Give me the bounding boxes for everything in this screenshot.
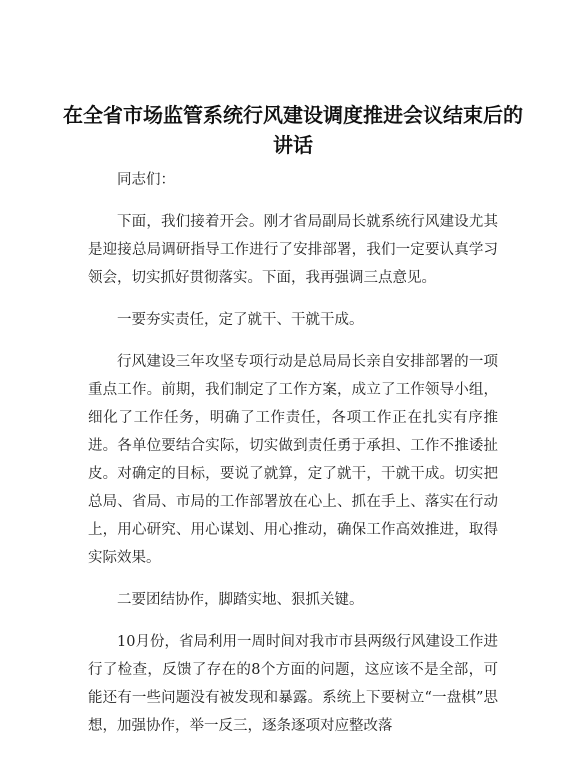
paragraph-point-one: 行风建设三年攻坚专项行动是总局局长亲自安排部署的一项重点工作。前期，我们制定了工作方案，成立了工作领导小组，细化了工作任务，明确了工作责任，各项工作正在扎实有序推进。各单位要结合实际，切实做到责任勇于承担、工作不推诿扯皮。对确定的目标，要说了就算，定了就干，干就干成。切实把总局、省局、市局的工作部署放在心上、抓在手上、落实在行动上，用心研究、用心谋划、用心推动，确保工作高效推进，取得实际效果。 [88, 354, 498, 566]
heading-point-two: 二要团结协作，脚踏实地、狠抓关键。 [117, 592, 364, 608]
document-title: 在全省市场监管系统行风建设调度推进会议结束后的讲话 [63, 103, 523, 157]
paragraph-intro: 下面，我们接着开会。刚才省局副局长就系统行风建设尤其是迎接总局调研指导工作进行了安排部署，我们一定要认真学习领会，切实抓好贯彻落实。下面，我再强调三点意见。 [88, 214, 498, 286]
paragraph-point-two: 10月份，省局利用一周时间对我市市县两级行风建设工作进行了检查，反馈了存在的8个方面的问题，这应该不是全部，可能还有一些问题没有被发现和暴露。系统上下要树立“一盘棋”思想，加强协作，举一反三，逐条逐项对应整改落 [88, 634, 498, 734]
document-body [88, 166, 498, 754]
salutation: 同志们： [117, 172, 175, 188]
heading-point-one: 一要夯实责任，定了就干、干就干成。 [117, 312, 364, 328]
